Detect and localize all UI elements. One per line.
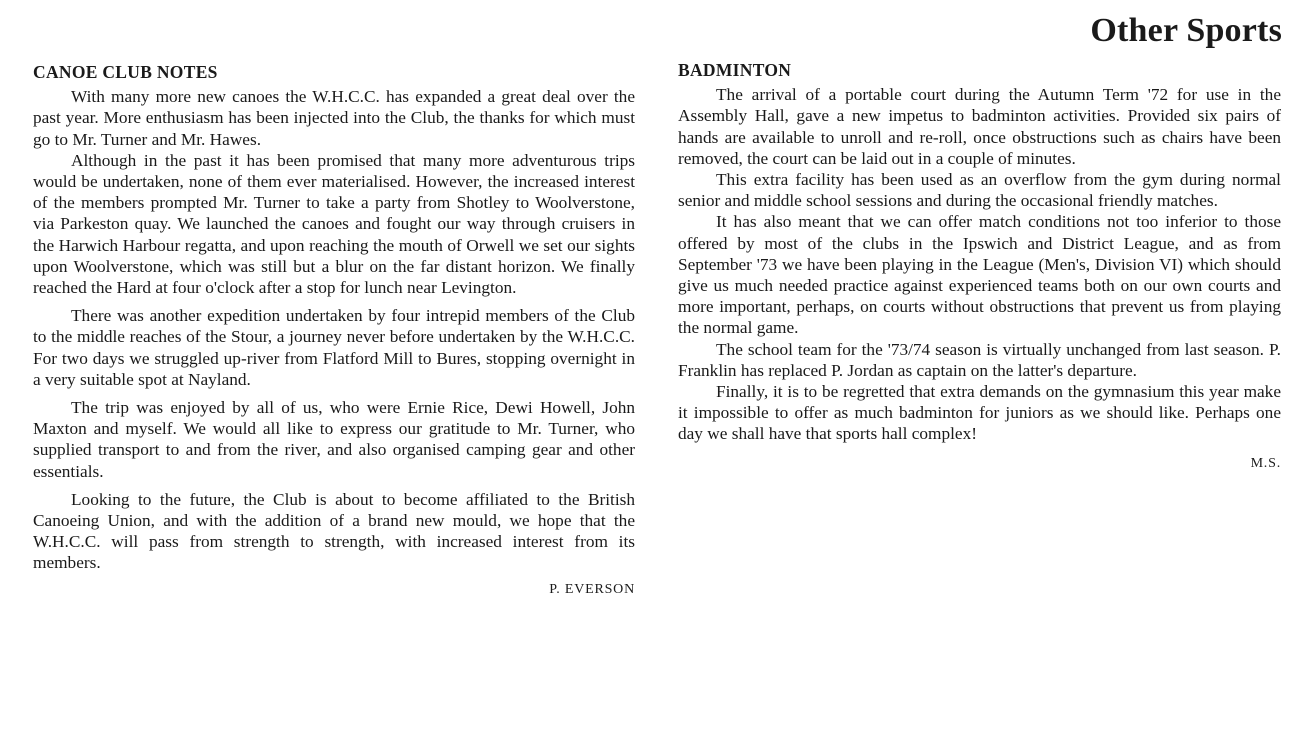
canoe-club-article <box>33 62 635 600</box>
canoe-paragraph-2: Although in the past it has been promised that many more adventurous trips would be undertaken, none of them ever materialised. However, the increased interest of the members prompted Mr. Turner to take a party from Shotley to Woolverstone, via Parkeston quay. We launched the canoes and fought our way through cruisers in the Harwich Harbour regatta, and upon reaching the mouth of Orwell we set our sights upon Woolverstone, which was still but a blur on the far distant horizon. We finally reached the Hard at four o'clock after a stop for lunch near Levington. <box>33 150 635 298</box>
canoe-paragraph-4: The trip was enjoyed by all of us, who were Ernie Rice, Dewi Howell, John Maxton and myself. We would all like to express our gratitude to Mr. Turner, who supplied transport to and from the river, and also organised camping gear and other essentials. <box>33 398 635 481</box>
canoe-paragraph-3: There was another expedition undertaken by four intrepid members of the Club to the middle reaches of the Stour, a journey never before undertaken by the W.H.C.C. For two days we struggled up-river from Flatford Mill to Bures, stopping overnight in a very suitable spot at Nayland. <box>33 306 635 389</box>
badminton-paragraph-3: It has also meant that we can offer match conditions not too inferior to those offered by most of the clubs in the Ipswich and District League, and as from September '73 we have been playing in the League (Men's, Division VI) which should give us much needed practice against experienced teams both on our own courts and more important, perhaps, on courts without obstructions that prevent us from playing the normal game. <box>678 212 1281 338</box>
badminton-signature: M.S. <box>1250 455 1281 471</box>
badminton-paragraph-2: This extra facility has been used as an overflow from the gym during normal senior and middle school sessions and during the occasional friendly matches. <box>678 170 1281 211</box>
badminton-paragraph-4: The school team for the '73/74 season is virtually unchanged from last season. P. Franklin has replaced P. Jordan as captain on the latter's departure. <box>678 339 1281 380</box>
badminton-article <box>678 60 1281 474</box>
badminton-paragraph-1: The arrival of a portable court during the Autumn Term '72 for use in the Assembly Hall, gave a new impetus to badminton activities. Provided six pairs of hands are available to unroll and re-roll, once obstructions such as chairs have been removed, the court can be laid out in a couple of minutes. <box>678 85 1281 168</box>
canoe-signature: P. EVERSON <box>549 581 635 597</box>
canoe-paragraph-1: With many more new canoes the W.H.C.C. has expanded a great deal over the past year. More enthusiasm has been injected into the Club, the thanks for which must go to Mr. Turner and Mr. Hawes. <box>33 87 635 149</box>
canoe-paragraph-5: Looking to the future, the Club is about to become affiliated to the British Canoeing Union, and with the addition of a brand new mould, we hope that the W.H.C.C. will pass from strength to strength, with increased interest from its members. <box>33 489 635 573</box>
page-title: Other Sports <box>1090 12 1282 49</box>
badminton-paragraph-5: Finally, it is to be regretted that extra demands on the gymnasium this year make it impossible to offer as much badminton for juniors as we should like. Perhaps one day we shall have that sports hall complex! <box>678 382 1281 444</box>
badminton-heading: BADMINTON <box>678 60 792 80</box>
canoe-club-heading: CANOE CLUB NOTES <box>33 62 218 82</box>
